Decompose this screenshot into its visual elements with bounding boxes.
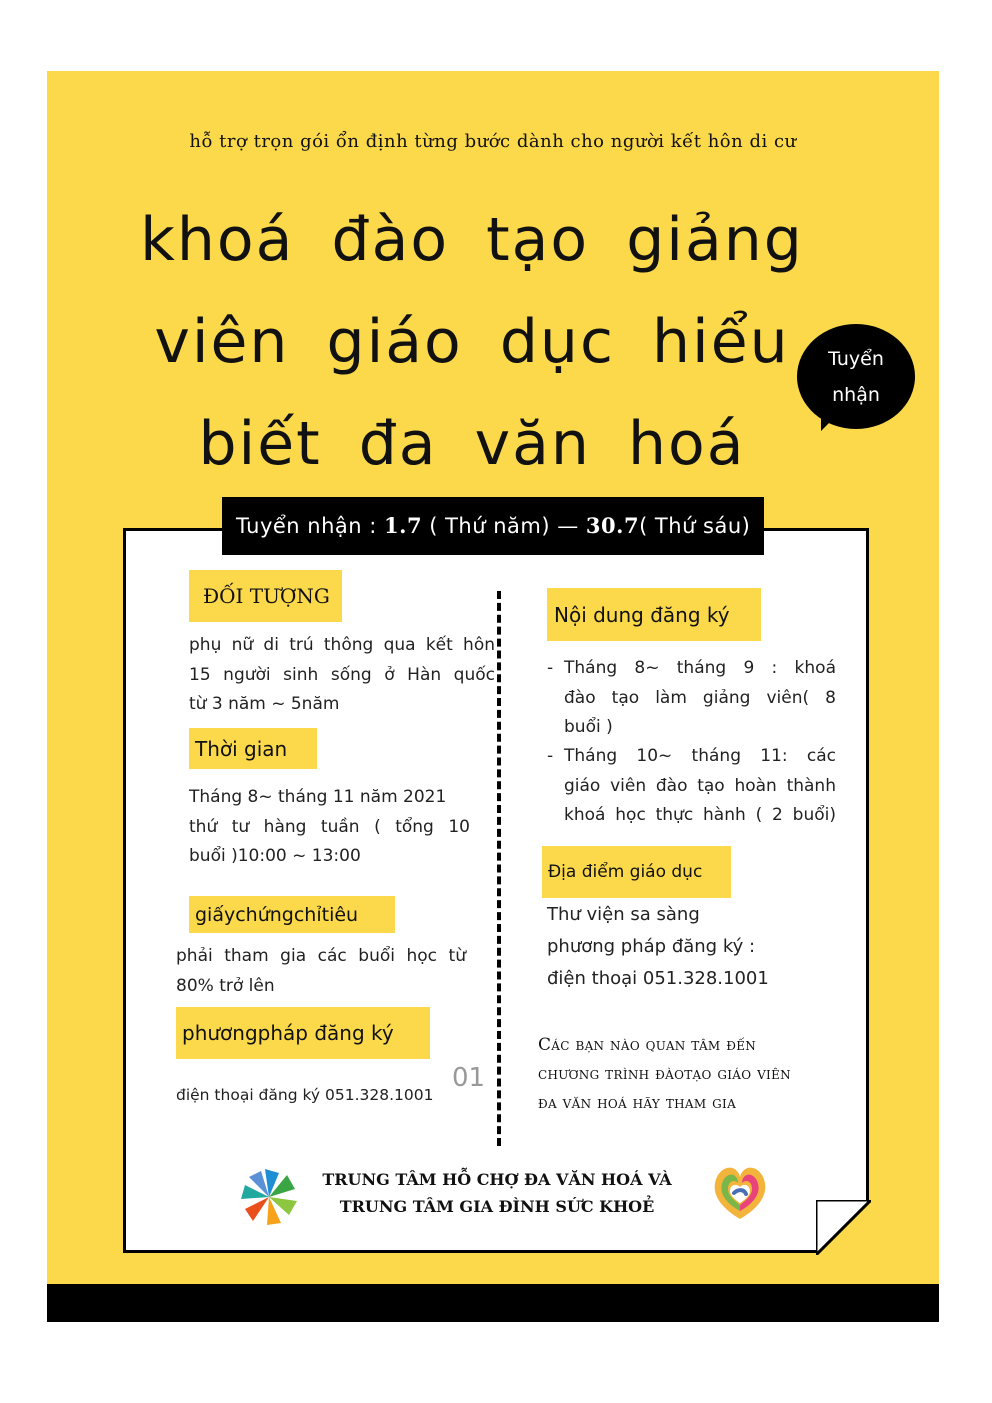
time-text xyxy=(189,783,470,872)
time-heading xyxy=(189,728,317,769)
target-line: phụ nữ di trú thông qua kết hôn xyxy=(189,635,495,655)
title-line: khoá đào tạo giảng xyxy=(140,205,804,275)
content-item-body xyxy=(564,742,836,831)
time-heading-text: Thời gian xyxy=(195,736,288,761)
content-heading xyxy=(547,588,761,641)
organizers xyxy=(307,1166,687,1220)
content-line: đào tạo làm giảng viên( 8 xyxy=(564,687,836,708)
callout-line: đa văn hoá hãy tham gia xyxy=(538,1093,737,1113)
period-label: Tuyển nhận : xyxy=(236,514,385,538)
recruit-period-banner xyxy=(222,497,764,555)
period-start-day: ( Thứ năm) — xyxy=(422,514,586,538)
pinwheel-logo-icon xyxy=(239,1165,299,1229)
time-line: buổi )10:00 ~ 13:00 xyxy=(189,846,361,866)
time-line: Tháng 8~ tháng 11 năm 2021 xyxy=(189,787,447,807)
location-heading-text: Địa điểm giáo dục xyxy=(548,862,703,882)
content-item xyxy=(547,742,837,832)
callout-line: chương trình đàotạo giáo viên xyxy=(538,1064,791,1084)
info-card-wrapper xyxy=(47,71,939,1284)
callout-text xyxy=(538,1031,858,1118)
certificate-line: phải tham gia các buổi học từ xyxy=(176,946,466,966)
title-line: viên giáo dục hiểu xyxy=(154,307,790,377)
callout-line: Các bạn nào quan tâm đến xyxy=(538,1035,757,1055)
content-line: Tháng 8~ tháng 9 : khoá xyxy=(564,658,836,678)
period-start: 1.7 xyxy=(384,513,423,538)
subtitle: hỗ trợ trọn gói ổn định từng bước dành cho người kết hôn di cư xyxy=(189,131,797,152)
method-heading xyxy=(176,1007,430,1059)
certificate-line: 80% trở lên xyxy=(176,975,275,996)
content-line: khoá học thực hành ( 2 buổi) xyxy=(564,805,836,825)
location-heading xyxy=(542,846,731,898)
location-text xyxy=(547,899,847,995)
certificate-heading xyxy=(189,896,395,933)
location-line: điện thoại 051.328.1001 xyxy=(547,968,769,989)
target-line: 15 người sinh sống ở Hàn quốc xyxy=(189,664,495,685)
badge-line: Tuyển xyxy=(828,347,884,370)
footer-bar xyxy=(47,1284,939,1322)
certificate-text xyxy=(176,942,466,1001)
heart-swirl-logo-icon xyxy=(708,1161,772,1223)
certificate-heading-text: giấychứngchỉtiêu xyxy=(195,903,359,926)
content-line: buổi ) xyxy=(564,717,613,737)
target-heading-text: ĐỐI TƯỢNG xyxy=(203,584,330,608)
page-curl-icon xyxy=(816,1200,871,1255)
period-end: 30.7 xyxy=(585,513,640,538)
content-line: giáo viên đào tạo hoàn thành xyxy=(564,775,836,796)
content-item-body xyxy=(564,654,836,743)
method-heading-text: phươngpháp đăng ký xyxy=(182,1021,394,1045)
content-item xyxy=(547,654,837,744)
target-line: từ 3 năm ~ 5năm xyxy=(189,694,340,714)
method-phone: điện thoại đăng ký 051.328.1001 xyxy=(176,1086,434,1104)
bullet-dash: - xyxy=(547,658,554,678)
organizer-line: TRUNG TÂM HỖ CHỢ ĐA VĂN HOÁ VÀ xyxy=(322,1170,672,1189)
target-heading xyxy=(189,570,342,622)
location-line: Thư viện sa sàng xyxy=(547,904,700,925)
location-line: phương pháp đăng ký : xyxy=(547,936,756,957)
target-text xyxy=(189,631,495,720)
ghost-text: 01 xyxy=(452,1063,486,1093)
bullet-dash: - xyxy=(547,746,554,766)
content-line: Tháng 10~ tháng 11: các xyxy=(564,746,836,766)
badge-line: nhận xyxy=(832,383,880,406)
time-line: thứ tư hàng tuần ( tổng 10 xyxy=(189,816,470,837)
period-end-day: ( Thứ sáu) xyxy=(639,514,751,538)
column-divider xyxy=(497,591,501,1146)
title-line: biết đa văn hoá xyxy=(198,409,746,479)
organizer-line: TRUNG TÂM GIA ĐÌNH SỨC KHOẺ xyxy=(339,1197,655,1216)
content-heading-text: Nội dung đăng ký xyxy=(554,602,730,627)
